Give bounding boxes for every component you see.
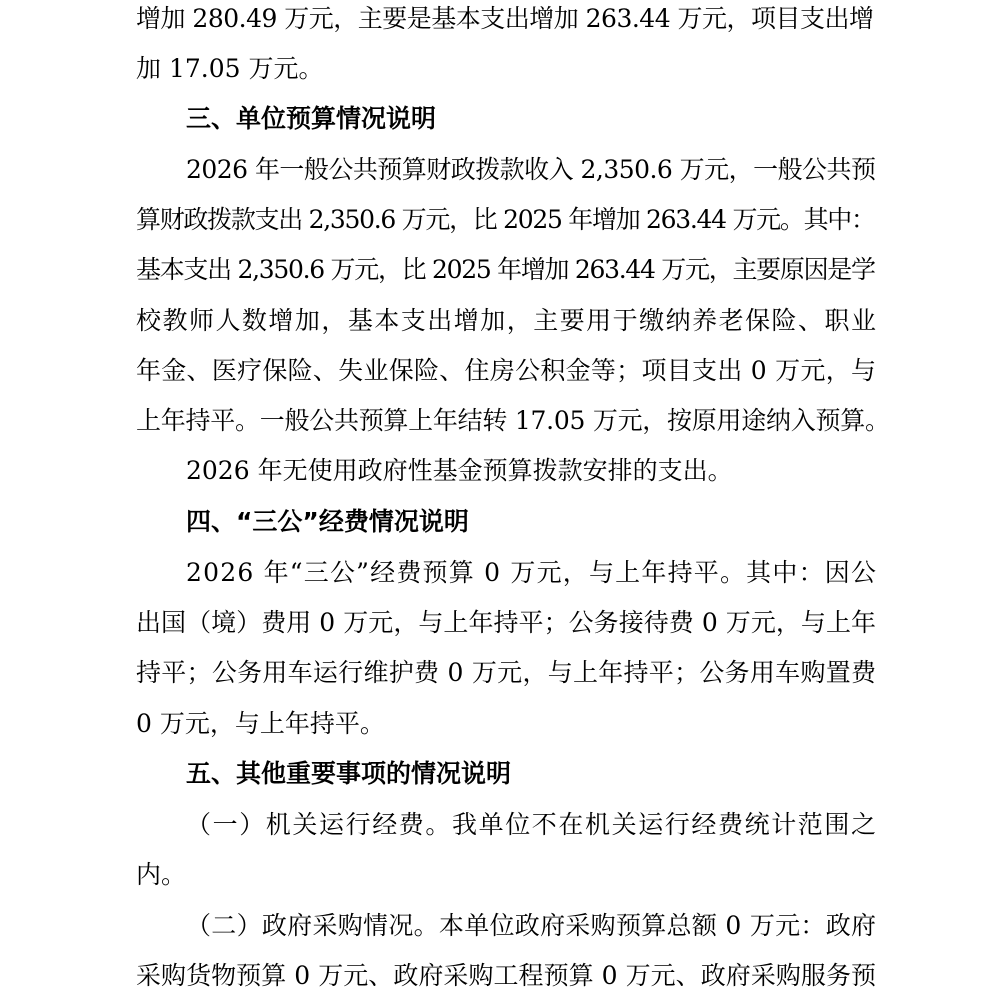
paragraph-line: 2026 年“三公”经费预算 0 万元，与上年持平。其中：因公: [186, 558, 878, 587]
paragraph-line: 2026 年一般公共预算财政拨款收入 2,350.6 万元，一般公共预: [186, 155, 876, 184]
paragraph-line: （一）机关运行经费。我单位不在机关运行经费统计范围之: [186, 810, 878, 839]
section-heading: 四、“三公”经费情况说明: [186, 507, 469, 536]
paragraph-line: 采购货物预算 0 万元、政府采购工程预算 0 万元、政府采购服务预: [136, 961, 877, 990]
paragraph-line: 上年持平。一般公共预算上年结转 17.05 万元，按原用途纳入预算。: [136, 406, 890, 435]
paragraph-line: 2026 年无使用政府性基金预算拨款安排的支出。: [186, 456, 733, 485]
paragraph-line: （二）政府采购情况。本单位政府采购预算总额 0 万元：政府: [186, 911, 877, 940]
paragraph-line: 增加 280.49 万元，主要是基本支出增加 263.44 万元，项目支出增: [136, 4, 874, 33]
paragraph-line: 算财政拨款支出 2,350.6 万元，比 2025 年增加 263.44 万元。其中：: [136, 205, 875, 234]
paragraph-line: 持平；公务用车运行维护费 0 万元，与上年持平；公务用车购置费: [136, 658, 877, 687]
paragraph-line: 出国（境）费用 0 万元，与上年持平；公务接待费 0 万元，与上年: [136, 608, 877, 637]
paragraph-line: 加 17.05 万元。: [136, 54, 324, 83]
paragraph-line: 基本支出 2,350.6 万元，比 2025 年增加 263.44 万元，主要原因是学: [136, 255, 875, 284]
section-heading: 三、单位预算情况说明: [186, 104, 437, 133]
paragraph-line: 0 万元，与上年持平。: [136, 709, 385, 738]
section-heading: 五、其他重要事项的情况说明: [186, 759, 512, 788]
paragraph-line: 内。: [136, 860, 187, 889]
paragraph-line: 校教师人数增加，基本支出增加，主要用于缴纳养老保险、职业: [136, 306, 878, 335]
paragraph-line: 年金、医疗保险、失业保险、住房公积金等；项目支出 0 万元，与: [136, 356, 877, 385]
